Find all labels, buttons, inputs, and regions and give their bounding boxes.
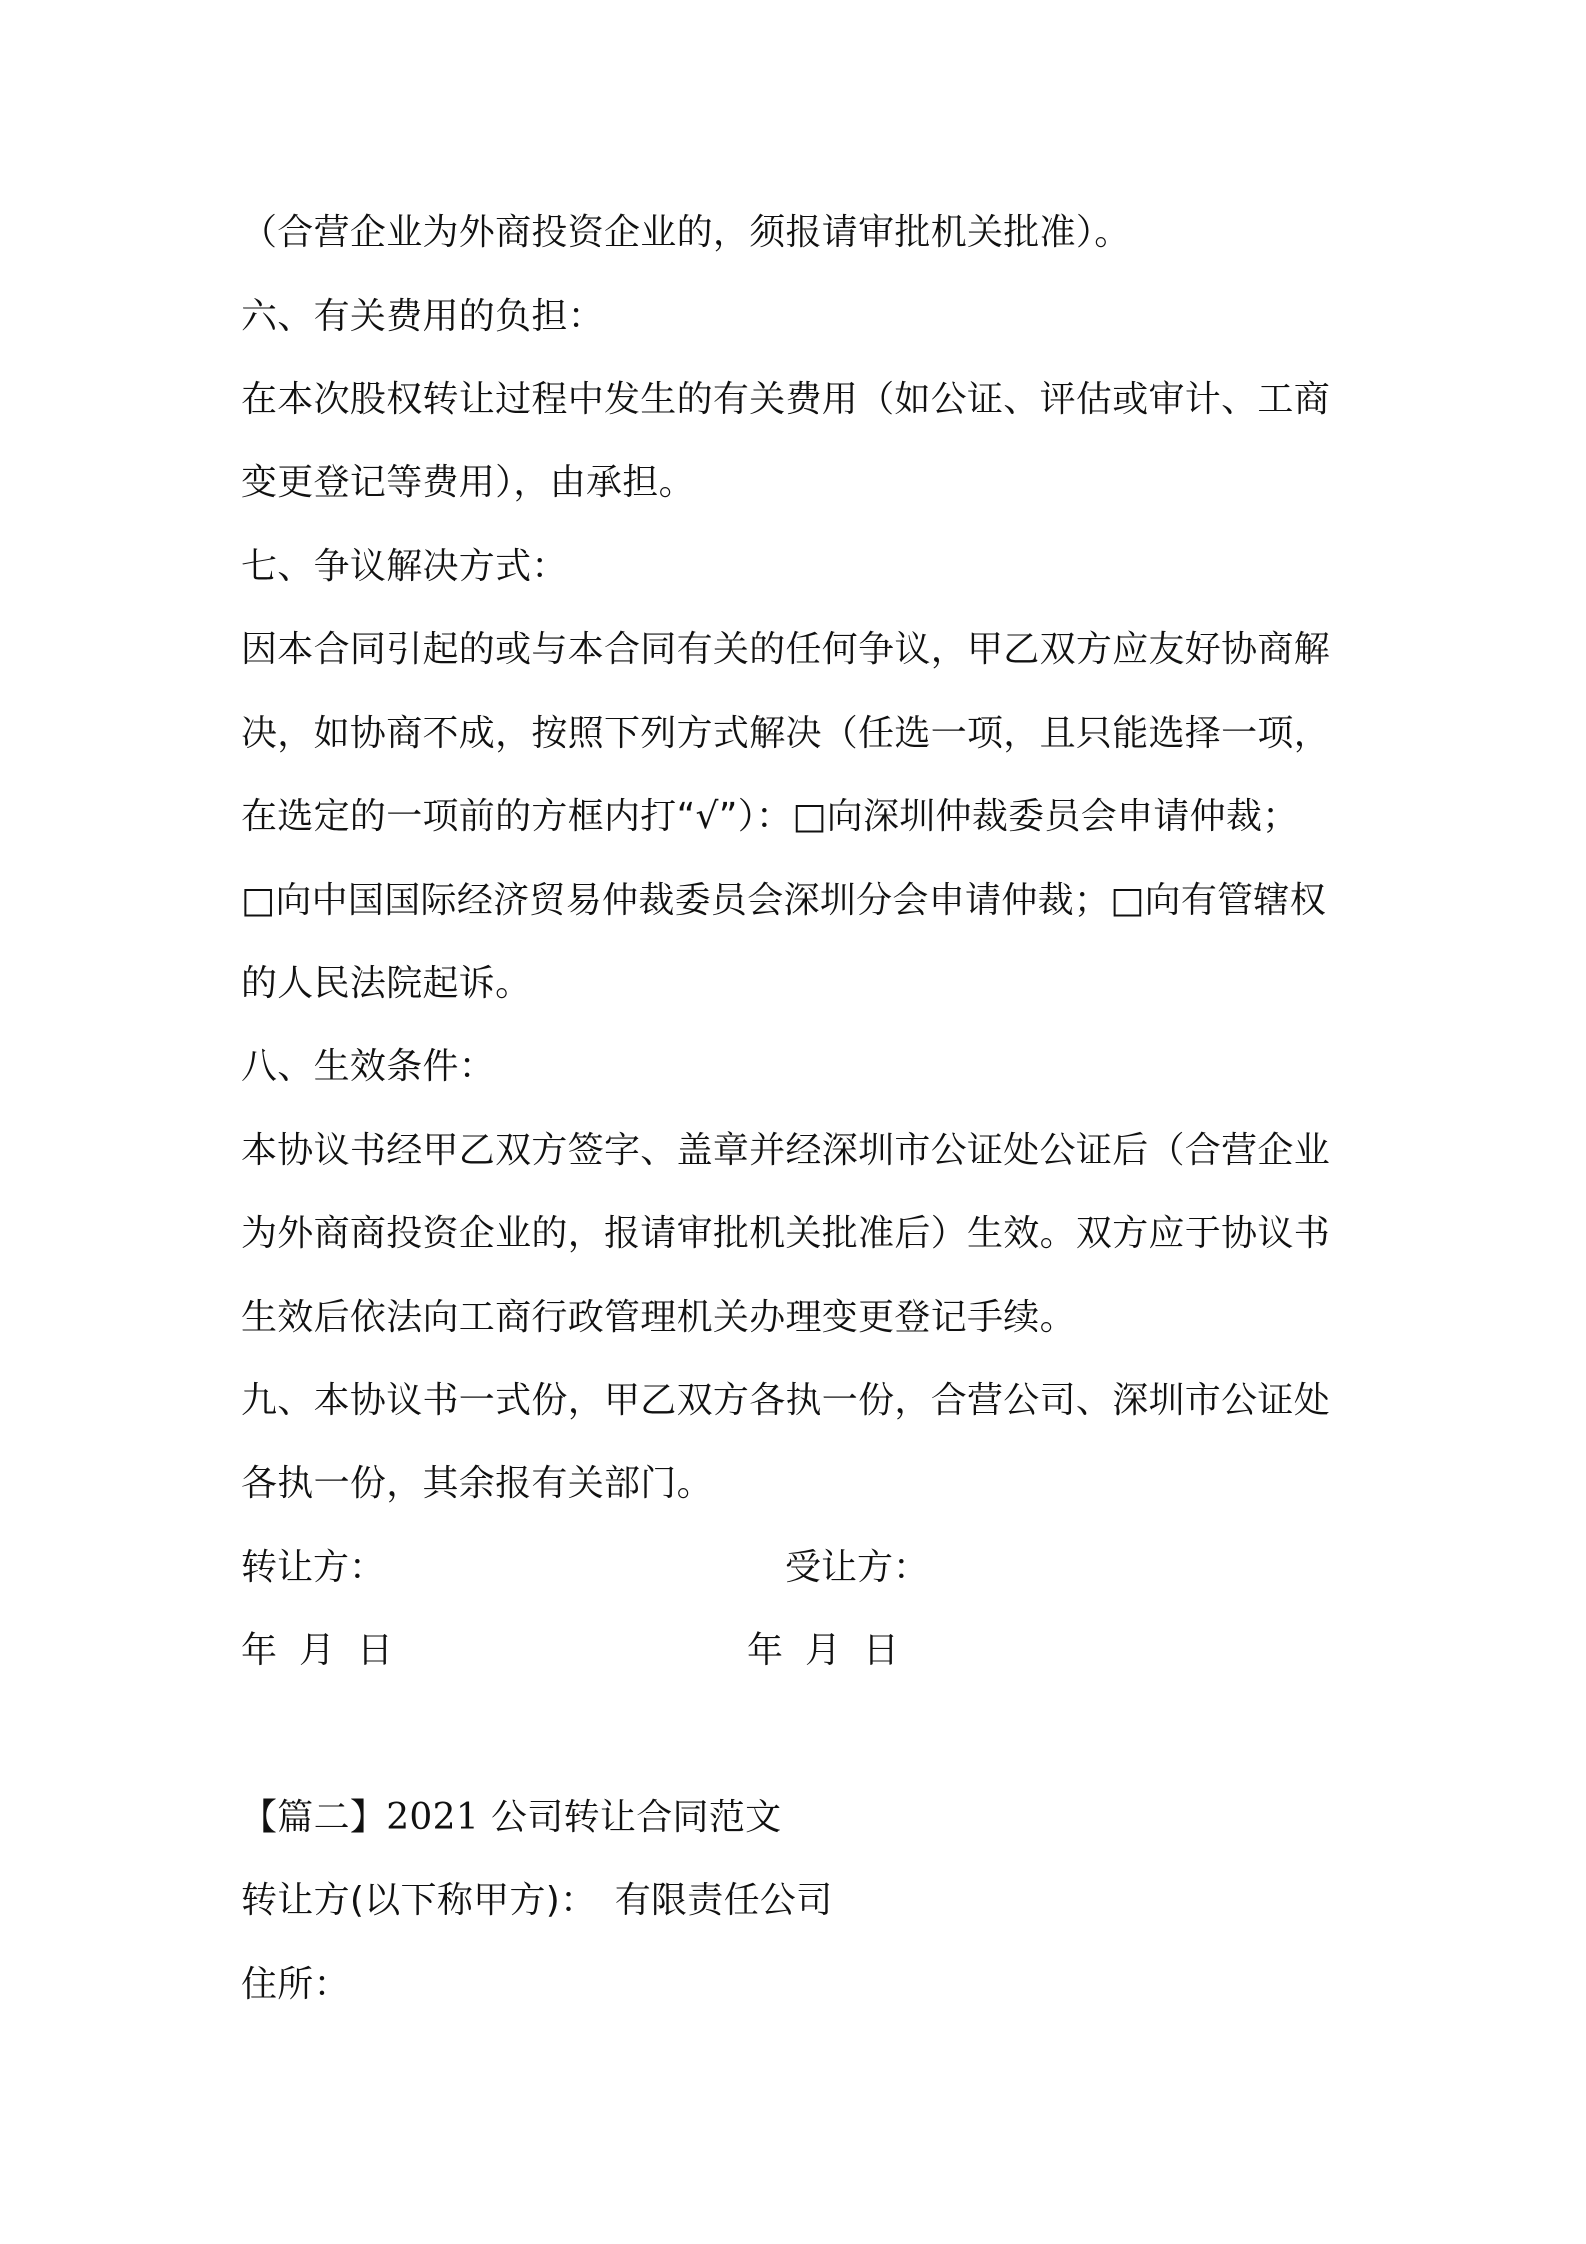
section-heading-dispute: 七、争议解决方式： bbox=[241, 546, 568, 587]
text-line: 九、本协议书一式份，甲乙双方各执一份，合营公司、深圳市公证处 bbox=[241, 1380, 1331, 1421]
transferor-label: 转让方： bbox=[241, 1547, 386, 1588]
text-line: 变更登记等费用），由承担。 bbox=[241, 462, 695, 503]
date-day: 日 bbox=[357, 1630, 394, 1671]
text-line: 决，如协商不成，按照下列方式解决（任选一项，且只能选择一项， bbox=[241, 713, 1331, 754]
text-line: 本协议书经甲乙双方签字、盖章并经深圳市公证处公证后（合营企业 bbox=[241, 1130, 1331, 1171]
text-line: 生效后依法向工商行政管理机关办理变更登记手续。 bbox=[241, 1297, 1076, 1338]
section2-title-prefix: 【篇二】 bbox=[241, 1797, 387, 1838]
section2-title-year: 2021 bbox=[386, 1797, 480, 1838]
date-day: 日 bbox=[863, 1630, 900, 1671]
date-year: 年 bbox=[241, 1630, 278, 1671]
date-month: 月 bbox=[299, 1630, 336, 1671]
text-line: 的人民法院起诉。 bbox=[241, 963, 532, 1004]
text-line: 在本次股权转让过程中发生的有关费用（如公证、评估或审计、工商 bbox=[241, 379, 1331, 420]
section-heading-fees: 六、有关费用的负担： bbox=[241, 296, 605, 337]
text-line: □向中国国际经济贸易仲裁委员会深圳分会申请仲裁；□向有管辖权 bbox=[241, 880, 1327, 921]
text-line: 各执一份，其余报有关部门。 bbox=[241, 1463, 713, 1504]
transferor-date bbox=[241, 1626, 415, 1676]
date-month: 月 bbox=[805, 1630, 842, 1671]
date-year: 年 bbox=[747, 1630, 784, 1671]
section2-title bbox=[241, 1793, 1361, 1843]
section2-party-line: 转让方(以下称甲方)： 有限责任公司 bbox=[241, 1880, 833, 1921]
transferee-date bbox=[747, 1626, 921, 1676]
text-line: 因本合同引起的或与本合同有关的任何争议，甲乙双方应友好协商解 bbox=[241, 629, 1331, 670]
transferee-label: 受让方： bbox=[785, 1547, 930, 1588]
section-heading-effect: 八、生效条件： bbox=[241, 1046, 496, 1087]
text-line: 为外商商投资企业的，报请审批机关批准后）生效。双方应于协议书 bbox=[241, 1213, 1331, 1254]
text-line: 在选定的一项前的方框内打“√”）：□向深圳仲裁委员会申请仲裁； bbox=[241, 796, 1299, 837]
section2-title-text: 公司转让合同范文 bbox=[491, 1797, 782, 1838]
section2-address-label: 住所： bbox=[241, 1964, 350, 2005]
text-line: （合营企业为外商投资企业的，须报请审批机关批准）。 bbox=[241, 212, 1131, 253]
